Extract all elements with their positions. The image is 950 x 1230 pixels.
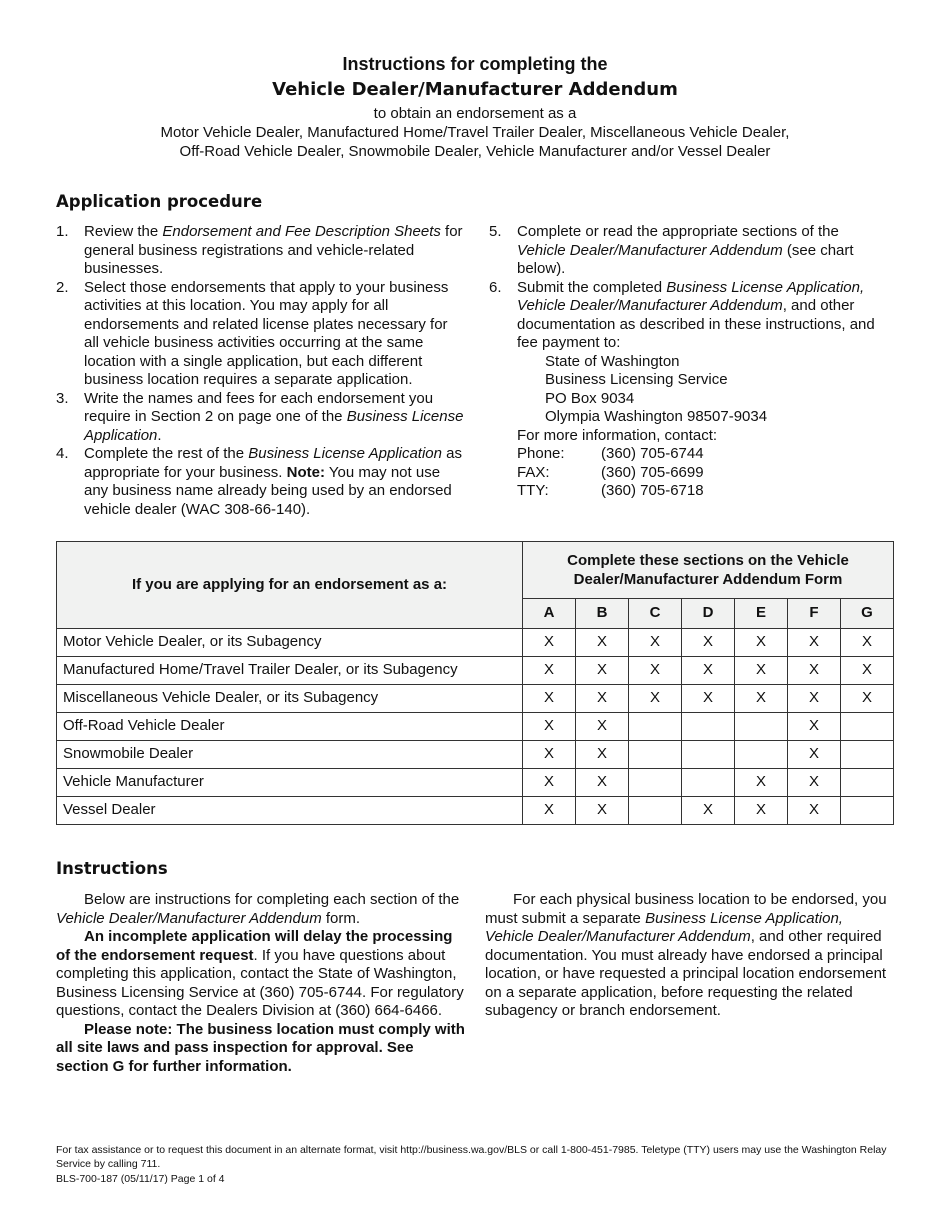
section-mark: X [576,685,629,713]
footer-note: For tax assistance or to request this document in an alternate format, visit http://business.wa.gov/BLS or call 1-800-451-7985. Teletype (TTY) users may use the Washington Relay Service by calling 711. [56,1144,887,1170]
title-line-1: Instructions for completing the [342,54,608,74]
row-label: Vessel Dealer [57,797,523,825]
row-label: Motor Vehicle Dealer, or its Subagency [57,629,523,657]
section-mark: X [682,685,735,713]
procedure-step: 3. Write the names and fees for each endorsement you require in Section 2 on page one of the Business License Application. [56,389,464,444]
section-mark: X [576,629,629,657]
section-mark [629,713,682,741]
row-header: If you are applying for an endorsement as a: [57,542,523,629]
section-mark: X [735,769,788,797]
table-row [57,629,894,657]
section-mark: X [629,657,682,685]
section-mark: X [735,657,788,685]
column-header: E [735,599,788,629]
section-mark: X [576,769,629,797]
procedure-step: 5. Complete or read the appropriate sections of the Vehicle Dealer/Manufacturer Addendum (see chart below). [489,223,854,277]
table-row [57,657,894,685]
column-header: C [629,599,682,629]
section-mark [629,741,682,769]
procedure-steps-right [489,223,889,501]
section-mark [841,797,894,825]
title-line-2: Vehicle Dealer/Manufacturer Addendum [272,79,678,100]
table-row [57,713,894,741]
section-mark: X [735,685,788,713]
column-header: A [523,599,576,629]
column-header: D [682,599,735,629]
procedure-step: 2. Select those endorsements that apply to your business activities at this location. You may apply for all endorsements and related license plates necessary for all vehicle business activities occurring at the same location with a single application, but each different business location requires a separate application. [56,278,449,388]
section-mark: X [735,629,788,657]
instructions-paragraph: An incomplete application will delay the processing of the endorsement request. If you have questions about completing this application, contact the State of Washington, Business Licensing Service at (360) 705-6744. For regulatory questions, contact the Dealers Division at (360) 664-6466. [56,928,464,1019]
procedure-step: 1. Review the Endorsement and Fee Description Sheets for general business registrations and vehicle-related businesses. [56,223,463,277]
section-mark [629,797,682,825]
instructions-left-column [56,891,466,1076]
section-mark: X [576,797,629,825]
section-mark: X [841,657,894,685]
column-header: F [788,599,841,629]
section-mark: X [629,629,682,657]
section-mark [841,713,894,741]
table-row [57,797,894,825]
section-mark [735,741,788,769]
section-mark: X [788,685,841,713]
instructions-right-column [485,891,890,1021]
contact-fax: FAX: (360) 705-6699 [517,463,704,481]
instructions-note: Please note: The business location must comply with all site laws and pass inspection for approval. See section G for further information. [56,1020,465,1075]
section-mark: X [841,629,894,657]
application-procedure-heading: Application procedure [56,192,263,211]
section-mark: X [682,797,735,825]
section-mark [682,741,735,769]
section-mark: X [788,629,841,657]
instructions-paragraph: Below are instructions for completing each section of the Vehicle Dealer/Manufacturer Addendum form. [56,891,460,927]
table-row [57,741,894,769]
mailing-address: State of Washington Business Licensing Service PO Box 9034 Olympia Washington 98507-9034 [545,352,768,425]
contact-phone: Phone: (360) 705-6744 [517,445,704,462]
section-mark: X [576,713,629,741]
section-mark: X [788,797,841,825]
document-header [0,52,950,161]
subtitle-line-3: Off-Road Vehicle Dealer, Snowmobile Dealer, Vehicle Manufacturer and/or Vessel Dealer [179,143,771,160]
table-row [57,685,894,713]
section-mark [841,741,894,769]
section-mark: X [788,657,841,685]
row-label: Off-Road Vehicle Dealer [57,713,523,741]
section-mark: X [576,741,629,769]
section-mark: X [523,685,576,713]
section-mark: X [523,741,576,769]
section-mark: X [788,713,841,741]
column-header: B [576,599,629,629]
form-id: BLS-700-187 (05/11/17) Page 1 of 4 [56,1173,225,1185]
instructions-heading: Instructions [56,859,168,878]
group-header: Complete these sections on the Vehicle Dealer/Manufacturer Addendum Form [523,542,894,599]
procedure-step: 4. Complete the rest of the Business License Application as appropriate for your business. Note: You may not use any business name already being used by an endorsed vehicle dealer (WAC 308-66-140). [56,445,463,518]
contact-tty: TTY: (360) 705-6718 [517,482,704,499]
section-mark: X [576,657,629,685]
section-mark: X [788,741,841,769]
section-mark: X [523,713,576,741]
section-mark: X [735,797,788,825]
section-mark: X [523,629,576,657]
row-label: Vehicle Manufacturer [57,769,523,797]
contact-intro: For more information, contact: [517,426,718,444]
section-mark [841,769,894,797]
section-mark: X [523,657,576,685]
subtitle-line-2: Motor Vehicle Dealer, Manufactured Home/Travel Trailer Dealer, Miscellaneous Vehicle Dealer, [160,124,790,141]
column-header: G [841,599,894,629]
row-label: Manufactured Home/Travel Trailer Dealer, or its Subagency [57,657,523,685]
table-row [57,769,894,797]
section-mark: X [682,629,735,657]
section-mark: X [788,769,841,797]
section-mark [682,713,735,741]
endorsement-sections-table [56,541,894,825]
section-mark: X [841,685,894,713]
subtitle-line-1: to obtain an endorsement as a [373,105,577,122]
section-mark: X [523,769,576,797]
row-label: Miscellaneous Vehicle Dealer, or its Subagency [57,685,523,713]
section-mark [682,769,735,797]
row-label: Snowmobile Dealer [57,741,523,769]
procedure-steps-left [56,223,466,519]
instructions-paragraph: For each physical business location to be endorsed, you must submit a separate Business License Application, Vehicle Dealer/Manufacturer Addendum, and other required documentation. You must already have endorsed a principal location, or have requested a principal location endorsement on a separate application, before requesting the related subagency or branch endorsement. [485,891,887,1019]
section-mark [735,713,788,741]
procedure-step: 6. Submit the completed Business License Application, Vehicle Dealer/Manufacturer Addendum, and other documentation as described in these instructions, and fee payment to: State of Washington Business Licensing Service PO Box 9034 Olympia Washington 98507-9034 For more information, contact: Phone: (360) 705-6744 FAX: (360) 705-6699 TTY: (360) 705-6718 [489,279,889,501]
section-mark: X [523,797,576,825]
section-mark: X [682,657,735,685]
section-mark [629,769,682,797]
section-mark: X [629,685,682,713]
